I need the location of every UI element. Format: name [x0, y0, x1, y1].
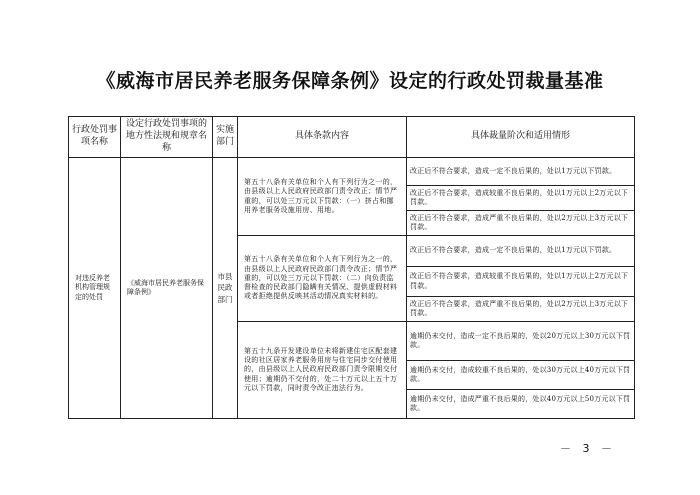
table-header-row	[69, 117, 635, 158]
document-title: 《威海市居民养老服务保障条例》设定的行政处罚裁量基准	[96, 70, 604, 92]
penalty-item-cell: 对违反养老机构管理规定的处罚	[69, 158, 121, 419]
header-regulation-name: 设定行政处罚事项的地方性法规和规章名称	[121, 117, 213, 158]
header-discretion-standard: 具体裁量阶次和适用情形	[407, 117, 635, 158]
table-row	[69, 158, 635, 186]
standard-cell: 改正后不符合要求，造成一定不良后果的，处以1万元以下罚款。	[407, 158, 635, 186]
header-item-name: 行政处罚事项名称	[69, 117, 121, 158]
page-number: － 3 －	[560, 442, 616, 455]
department-cell: 市县民政部门	[213, 158, 238, 419]
standard-cell: 改正后不符合要求，造成严重不良后果的，处以2万元以上3万元以下罚款。	[407, 211, 635, 236]
standard-cell: 改正后不符合要求，造成严重不良后果的，处以2万元以上3万元以下罚款。	[407, 297, 635, 322]
standard-cell: 逾期仍未交付，造成较重不良后果的，处以30万元以上40万元以下罚款。	[407, 361, 635, 390]
clause-cell: 第五十九条开发建设单位未将新建住宅区配套建设的社区居家养老服务用房与住宅同步交付使用的，由县级以上人民政府民政部门责令限期交付使用；逾期仍不交付的，处二十万元以上五十万元以下罚款，同时责令改正违法行为。	[238, 322, 407, 419]
standard-cell: 逾期仍未交付，造成严重不良后果的，处以40万元以上50万元以下罚款。	[407, 390, 635, 419]
penalty-standard-table	[68, 116, 635, 419]
standard-cell: 改正后不符合要求，造成一定不良后果的，处以1万元以下罚款。	[407, 236, 635, 267]
header-clause-content: 具体条款内容	[238, 117, 407, 158]
standard-cell: 改正后不符合要求，造成较重不良后果的，处以1万元以上2万元以下罚款。	[407, 267, 635, 297]
standard-cell: 逾期仍未交付，造成一定不良后果的，处以20万元以上30万元以下罚款。	[407, 322, 635, 361]
regulation-name-cell: 《威海市居民养老服务保障条例》	[121, 158, 213, 419]
header-department: 实施部门	[213, 117, 238, 158]
clause-cell: 第五十八条有关单位和个人有下列行为之一的，由县级以上人民政府民政部门责令改正；情节严重的，可以处三万元以下罚款：（二）向负责监督检查的民政部门隐瞒有关情况、提供虚假材料或者拒绝提供反映其活动情况真实材料的。	[238, 236, 407, 322]
clause-cell: 第五十八条有关单位和个人有下列行为之一的，由县级以上人民政府民政部门责令改正；情节严重的，可以处三万元以下罚款：（一）挤占和挪用养老服务设施用房、用地。	[238, 158, 407, 236]
standard-cell: 改正后不符合要求，造成较重不良后果的，处以1万元以上2万元以下罚款。	[407, 186, 635, 211]
